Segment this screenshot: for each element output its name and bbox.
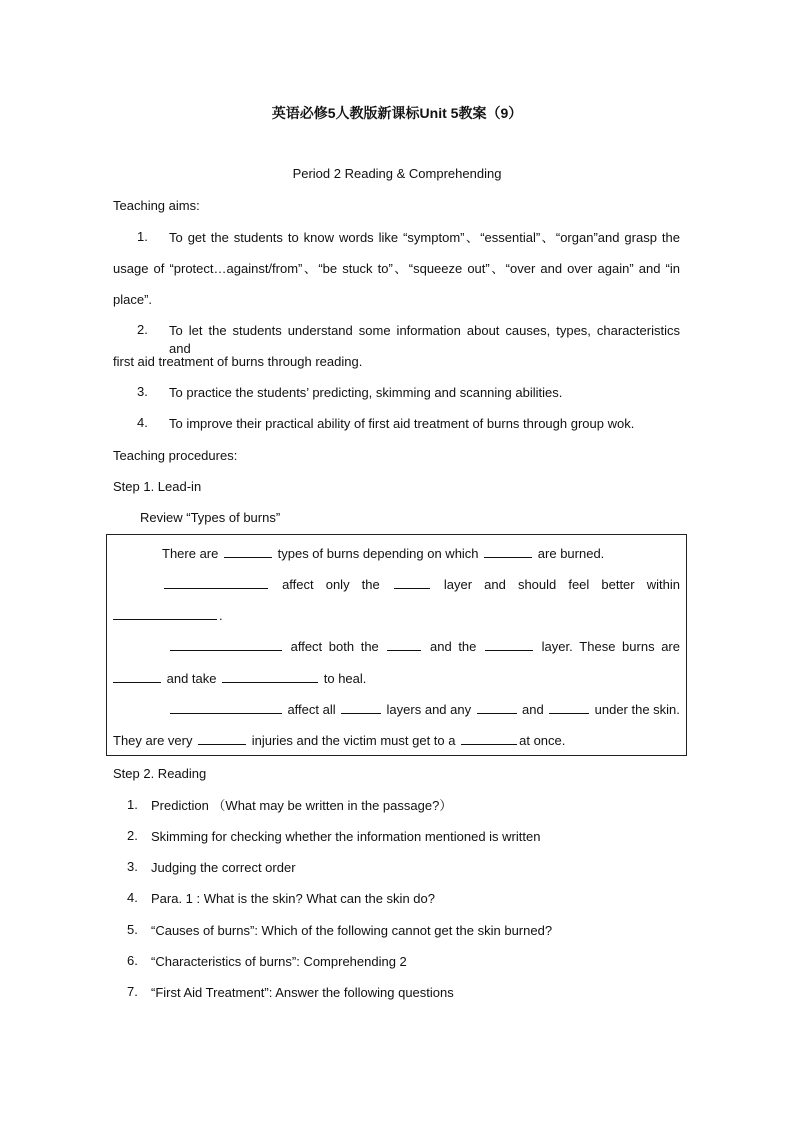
answer-blank[interactable]: [170, 701, 282, 714]
reading-number: 6.: [127, 953, 138, 968]
answer-blank[interactable]: [224, 545, 272, 558]
fill-in-line: .: [113, 607, 223, 625]
aim-text: To improve their practical ability of first aid treatment of burns through group wok.: [169, 416, 635, 431]
reading-item: “Causes of burns”: Which of the following cannot get the skin burned?: [151, 923, 553, 938]
answer-blank[interactable]: [113, 670, 161, 683]
fill-in-line: and take to heal.: [113, 670, 366, 688]
reading-item: Judging the correct order: [151, 860, 296, 875]
answer-blank[interactable]: [113, 607, 217, 620]
aim-text: usage of “protect…against/from”、“be stuck to”、“squeeze out”、“over and over again” and “in: [113, 261, 680, 276]
fill-in-line: There are types of burns depending on which are burned.: [162, 546, 605, 561]
aim-text: place”.: [113, 292, 153, 307]
answer-blank[interactable]: [461, 732, 517, 745]
teaching-procedures-heading: Teaching procedures:: [113, 448, 238, 463]
answer-blank[interactable]: [222, 670, 318, 683]
fill-in-line: affect only the layer and should feel better within: [162, 576, 680, 594]
fill-in-line: affect all layers and any and under the skin.: [168, 701, 680, 719]
answer-blank[interactable]: [485, 638, 533, 651]
reading-number: 2.: [127, 828, 138, 843]
reading-number: 1.: [127, 797, 138, 812]
reading-number: 4.: [127, 890, 138, 905]
period-subtitle: Period 2 Reading & Comprehending: [292, 166, 502, 181]
aim-text: To get the students to know words like “symptom”、“essential”、“organ”and grasp the: [169, 230, 680, 245]
fill-in-line: They are very injuries and the victim must get to a at once.: [113, 733, 566, 748]
answer-blank[interactable]: [394, 576, 430, 589]
answer-blank[interactable]: [164, 576, 268, 589]
document-title: 英语必修5人教版新课标Unit 5教案（9）: [271, 105, 523, 121]
aim-number: 2.: [137, 322, 148, 337]
answer-blank[interactable]: [484, 545, 532, 558]
review-label: Review “Types of burns”: [140, 510, 281, 525]
step2-heading: Step 2. Reading: [113, 766, 207, 781]
fill-in-line: affect both the and the layer. These burns are: [168, 638, 680, 656]
aim-number: 3.: [137, 384, 148, 399]
reading-item: “First Aid Treatment”: Answer the following questions: [151, 985, 454, 1000]
reading-number: 3.: [127, 859, 138, 874]
reading-item: “Characteristics of burns”: Comprehending 2: [151, 954, 407, 969]
answer-blank[interactable]: [170, 638, 282, 651]
aim-text: To let the students understand some information about causes, types, characteristics and: [169, 323, 680, 356]
aim-number: 1.: [137, 229, 148, 244]
step1-heading: Step 1. Lead-in: [113, 479, 202, 494]
answer-blank[interactable]: [477, 701, 517, 714]
answer-blank[interactable]: [387, 638, 421, 651]
reading-number: 5.: [127, 922, 138, 937]
reading-item: Prediction （What may be written in the passage?）: [151, 798, 453, 813]
aim-number: 4.: [137, 415, 148, 430]
aim-text: To practice the students’ predicting, skimming and scanning abilities.: [169, 385, 563, 400]
answer-blank[interactable]: [549, 701, 589, 714]
teaching-aims-heading: Teaching aims:: [113, 198, 200, 213]
reading-number: 7.: [127, 984, 138, 999]
reading-item: Skimming for checking whether the information mentioned is written: [151, 829, 541, 844]
aim-text: first aid treatment of burns through reading.: [113, 354, 363, 369]
reading-item: Para. 1 : What is the skin? What can the skin do?: [151, 891, 435, 906]
answer-blank[interactable]: [341, 701, 381, 714]
answer-blank[interactable]: [198, 732, 246, 745]
